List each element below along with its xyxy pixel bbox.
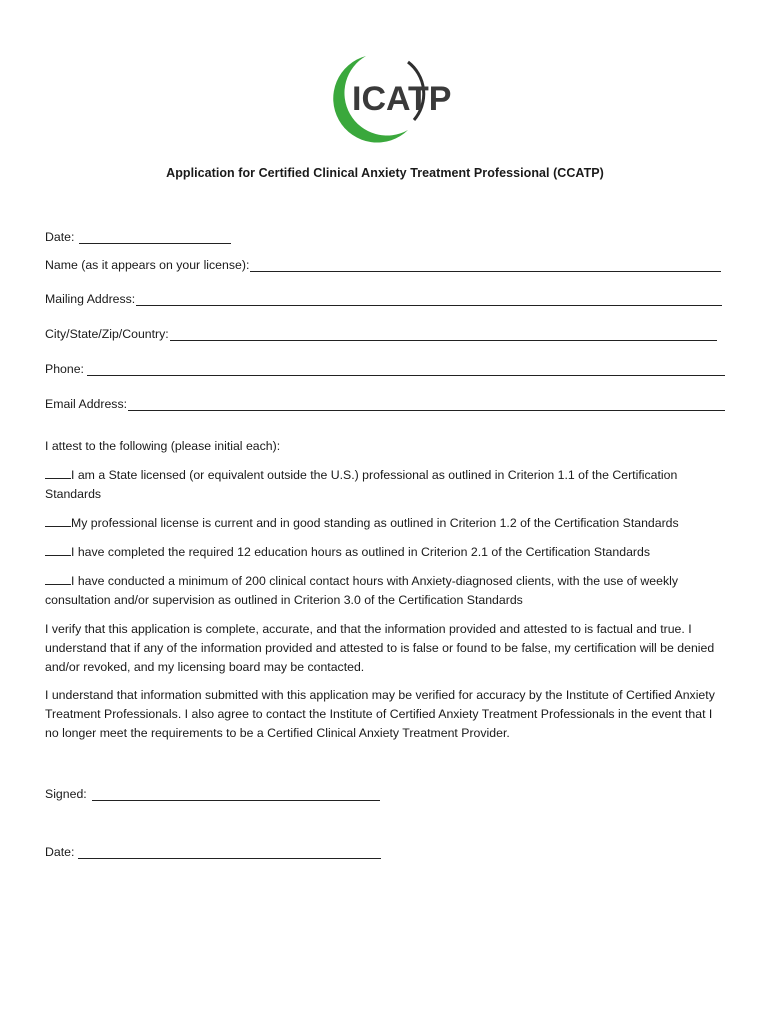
email-label: Email Address: (45, 397, 128, 411)
initial-blank[interactable] (45, 572, 71, 585)
attestation-text: My professional license is current and in good standing as outlined in Criterion 1.2 of the Certification Standards (71, 516, 679, 530)
name-field-row (45, 256, 721, 272)
icatp-logo (322, 50, 452, 146)
date-field-row (45, 228, 231, 244)
city-state-field-row (45, 325, 717, 341)
initial-blank[interactable] (45, 466, 71, 479)
attestation-item (45, 543, 727, 562)
mailing-address-input-line[interactable] (136, 292, 722, 306)
logo-graphic (322, 50, 452, 146)
phone-label: Phone: (45, 362, 84, 376)
signed-label: Signed: (45, 787, 87, 801)
attestation-item (45, 572, 727, 610)
date-input-line[interactable] (79, 230, 231, 244)
logo-text: ICATP (352, 80, 452, 118)
date-label: Date: (45, 230, 75, 244)
name-label: Name (as it appears on your license): (45, 258, 250, 272)
signature-date-label: Date: (45, 845, 75, 859)
name-input-line[interactable] (250, 258, 721, 272)
signature-input-line[interactable] (92, 787, 380, 801)
phone-input-line[interactable] (87, 362, 725, 376)
attestation-item (45, 466, 727, 504)
mailing-address-label: Mailing Address: (45, 292, 136, 306)
signature-date-input-line[interactable] (78, 845, 381, 859)
email-field-row (45, 395, 725, 411)
mailing-address-field-row (45, 290, 722, 306)
city-state-input-line[interactable] (170, 327, 717, 341)
email-input-line[interactable] (128, 397, 725, 411)
initial-blank[interactable] (45, 514, 71, 527)
understand-paragraph: I understand that information submitted with this application may be verified for accuracy by the Institute of Certified Anxiety Treatment Professionals. I also agree to contact the Institute of Certified Anxiety Treatment Professionals in the event that I no longer meet the requirements to be a Certified Clinical Anxiety Treatment Provider. (45, 688, 715, 740)
attest-intro: I attest to the following (please initial each): (45, 439, 281, 453)
signature-date-field-row (45, 843, 381, 859)
attestation-item (45, 514, 727, 533)
attestation-text: I have completed the required 12 education hours as outlined in Criterion 2.1 of the Certification Standards (71, 545, 650, 559)
phone-field-row (45, 360, 725, 376)
verify-paragraph: I verify that this application is complete, accurate, and that the information provided and attested to is factual and true. I understand that if any of the information provided and attested to is false or found to be false, my certification will be denied and/or revoked, and my licensing board may be contacted. (45, 622, 715, 674)
attestation-text: I have conducted a minimum of 200 clinical contact hours with Anxiety-diagnosed clients, with the use of weekly consultation and/or supervision as outlined in Criterion 3.0 of the Certification Standards (45, 574, 678, 607)
initial-blank[interactable] (45, 543, 71, 556)
attestation-text: I am a State licensed (or equivalent outside the U.S.) professional as outlined in Criterion 1.1 of the Certification Standards (45, 468, 678, 501)
signed-field-row (45, 785, 380, 801)
city-state-label: City/State/Zip/Country: (45, 327, 169, 341)
form-title: Application for Certified Clinical Anxiety Treatment Professional (CCATP) (166, 166, 604, 180)
